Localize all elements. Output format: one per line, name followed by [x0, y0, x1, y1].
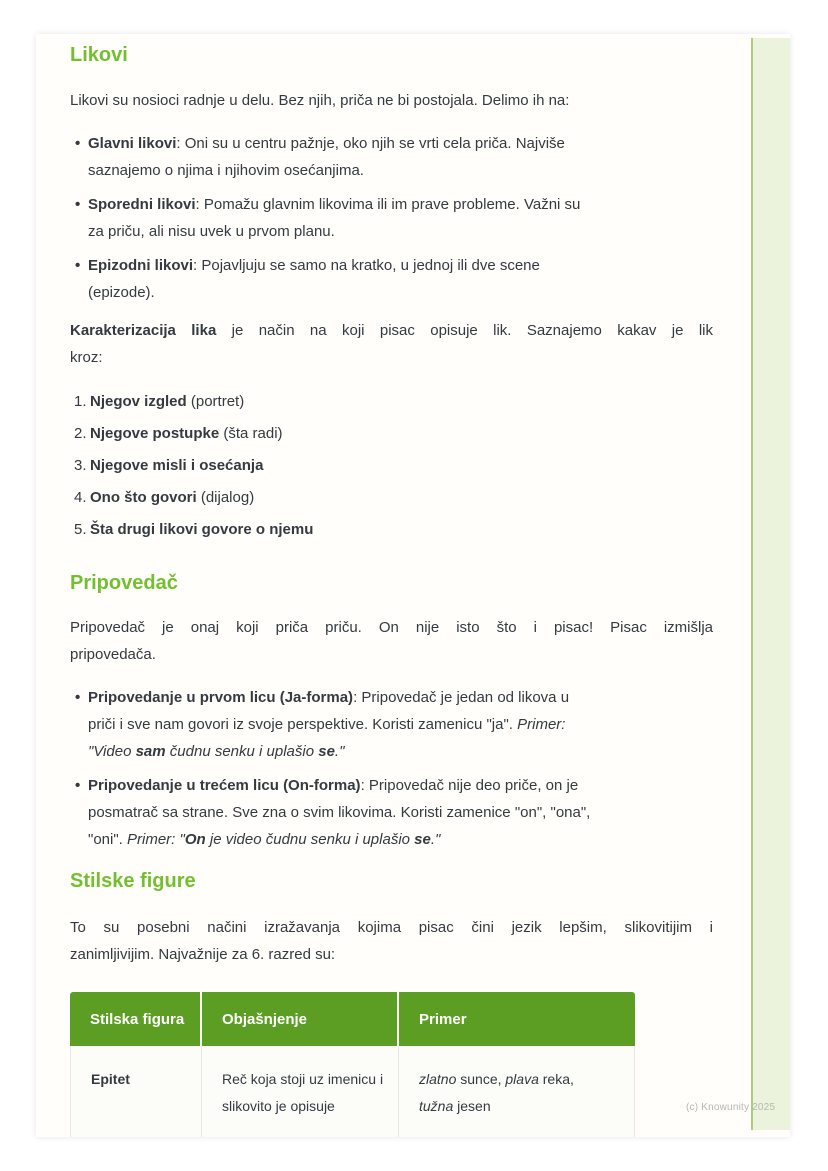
karakterizacija-paragraph — [70, 317, 713, 371]
pripovedac-bullet-list — [70, 684, 713, 853]
pripovedac-intro-paragraph — [70, 614, 713, 668]
section-heading-likovi: Likovi — [70, 44, 128, 66]
likovi-intro-paragraph: Likovi su nosioci radnje u delu. Bez njih, priča ne bi postojala. Delimo ih na: — [70, 92, 570, 109]
watermark: (c) Knowunity 2025 — [686, 1102, 776, 1113]
list-item-text: Šta drugi likovi govore o njemu — [90, 521, 314, 538]
list-item-text: Sporedni likovi: Pomažu glavnim likovima ili im prave probleme. Važni su za priču, ali nisu uvek u prvom planu. — [88, 196, 581, 240]
bullet-icon: • — [75, 257, 81, 274]
table-cell: Reč koja stoji uz imenicu i slikovito je opisuje — [201, 1046, 398, 1137]
list-item-text: Glavni likovi: Oni su u centru pažnje, oko njih se vrti cela priča. Najviše saznajemo o njima i njihovim osećanjima. — [88, 135, 565, 179]
list-item-text: Epizodni likovi: Pojavljuju se samo na kratko, u jednoj ili dve scene (epizode). — [88, 257, 540, 301]
list-item-text: Njegove misli i osećanja — [90, 457, 264, 474]
list-item — [70, 388, 713, 415]
list-number: 2. — [74, 425, 87, 442]
karakterizacija-numbered-list — [70, 388, 713, 543]
list-item — [70, 452, 713, 479]
bullet-icon: • — [75, 777, 81, 794]
stilske-figure-table — [70, 992, 635, 1137]
section-heading-pripovedac: Pripovedač — [70, 572, 178, 594]
page-edge-strip — [751, 38, 790, 1130]
document-page — [36, 34, 790, 1137]
list-item — [70, 252, 713, 306]
page-content — [70, 34, 713, 1137]
list-item — [70, 772, 713, 853]
list-item-text: Njegove postupke (šta radi) — [90, 425, 283, 442]
table-row — [70, 1046, 635, 1137]
bullet-icon: • — [75, 689, 81, 706]
list-item-text: Njegov izgled (portret) — [90, 393, 245, 410]
table-header-cell: Objašnjenje — [200, 992, 397, 1046]
list-item-text: Ono što govori (dijalog) — [90, 489, 255, 506]
paragraph-line: kroz: — [70, 349, 103, 366]
section-heading-stilske-figure: Stilske figure — [70, 870, 196, 892]
list-number: 5. — [74, 521, 87, 538]
list-item — [70, 191, 713, 245]
table-header-cell: Primer — [397, 992, 635, 1046]
paragraph-line: pripovedača. — [70, 646, 156, 663]
list-item-text: Pripovedanje u trećem licu (On-forma): Pripovedač nije deo priče, on je posmatrač sa strane. Sve zna o svim likovima. Koristi zamenice "on", "ona", "oni". Primer: "On je video čudnu senku i uplašio se." — [88, 777, 591, 848]
list-item — [70, 516, 713, 543]
list-number: 1. — [74, 393, 87, 410]
list-item — [70, 684, 713, 765]
table-cell: Epitet — [91, 1071, 130, 1087]
likovi-bullet-list — [70, 130, 713, 306]
paragraph-line: To su posebni načini izražavanja kojima pisac čini jezik lepšim, slikovitijim i — [70, 919, 713, 936]
table-header-cell: Stilska figura — [90, 1010, 185, 1028]
list-number: 3. — [74, 457, 87, 474]
list-item — [70, 420, 713, 447]
list-item-text: Pripovedanje u prvom licu (Ja-forma): Pripovedač je jedan od likova u priči i sve nam govori iz svoje perspektive. Koristi zamenicu "ja". Primer: "Video sam čudnu senku i uplašio se." — [88, 689, 570, 760]
paragraph-line: zanimljivijim. Najvažnije za 6. razred su: — [70, 946, 336, 963]
paragraph-line: Pripovedač je onaj koji priča priču. On nije isto što i pisac! Pisac izmišlja — [70, 619, 713, 636]
list-item — [70, 130, 713, 184]
list-item — [70, 484, 713, 511]
bullet-icon: • — [75, 135, 81, 152]
paragraph-line: Karakterizacija lika je način na koji pisac opisuje lik. Saznajemo kakav je lik — [70, 322, 713, 339]
table-cell: zlatno sunce, plava reka, tužna jesen — [398, 1046, 636, 1137]
table-header-row — [70, 992, 635, 1046]
list-number: 4. — [74, 489, 87, 506]
stilske-intro-paragraph — [70, 914, 713, 968]
bullet-icon: • — [75, 196, 81, 213]
